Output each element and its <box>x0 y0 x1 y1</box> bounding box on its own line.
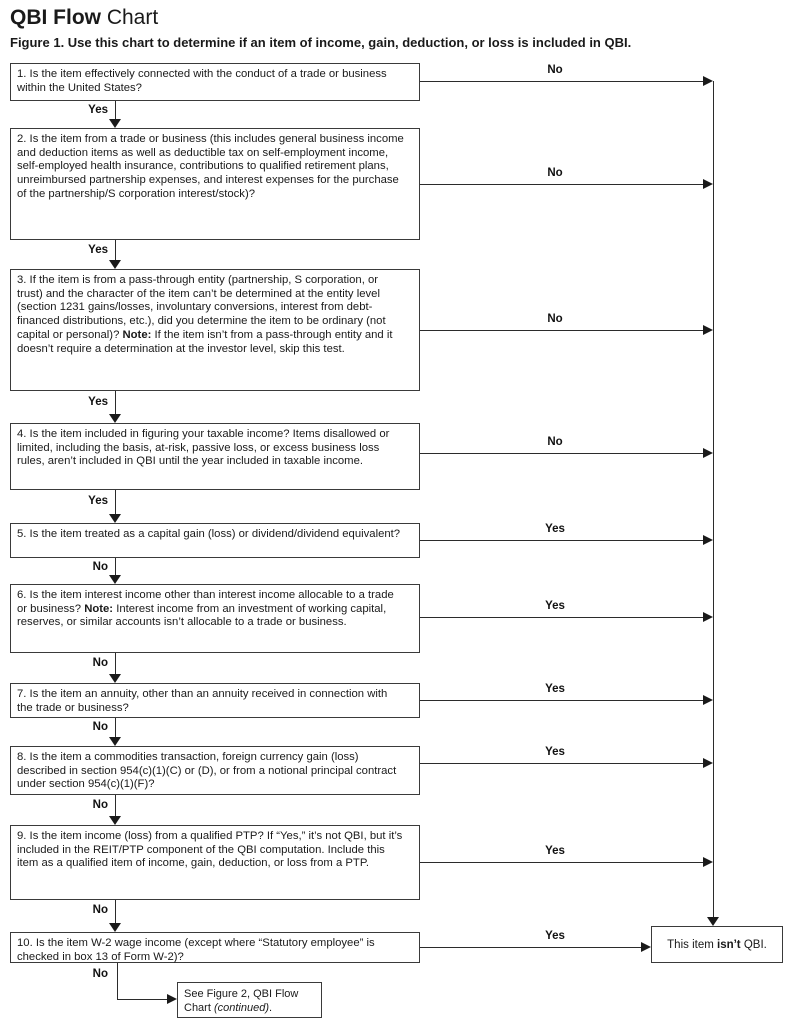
question-6-note-label: Note: <box>84 602 114 615</box>
box9-right-label: Yes <box>545 845 565 857</box>
rail-arrowhead-down-icon <box>707 917 719 926</box>
box6-right-arrowhead-icon <box>703 612 713 622</box>
box1-down-arrowhead-icon <box>109 119 121 128</box>
box8-down-arrowhead-icon <box>109 816 121 825</box>
box2-down-label: Yes <box>88 244 108 256</box>
question-box-5 <box>10 523 420 558</box>
box8-down-line <box>115 795 116 816</box>
decision-rail-line <box>713 81 714 918</box>
box10-elbow-arrowhead-icon <box>167 994 177 1004</box>
box4-right-arrow-line <box>420 453 703 454</box>
box1-right-arrowhead-icon <box>703 76 713 86</box>
figure-caption: Figure 1. Use this chart to determine if an item of income, gain, deduction, or loss is included in QBI. <box>10 35 632 50</box>
question-box-7 <box>10 683 420 718</box>
box7-right-arrow-line <box>420 700 703 701</box>
box7-down-arrowhead-icon <box>109 737 121 746</box>
question-box-9 <box>10 825 420 900</box>
question-6-text-post: Interest income from an investment of working capital, reserves, or similar accounts isn’t allocable to a trade or business. <box>17 602 387 629</box>
box4-right-label: No <box>547 436 563 448</box>
box10-down-line <box>117 963 118 1000</box>
box9-down-arrowhead-icon <box>109 923 121 932</box>
box5-down-arrowhead-icon <box>109 575 121 584</box>
box7-right-arrowhead-icon <box>703 695 713 705</box>
box7-down-line <box>115 718 116 737</box>
page-title-regular: Chart <box>101 6 159 29</box>
box9-right-arrow-line <box>420 862 703 863</box>
question-3-text: 3. If the item is from a pass-through entity (partnership, S corporation, or trust) and the character of the item can’t be determined at the entity level (section 1231 gains/losses, involuntary conversions, interest from debt-financed distributions, etc.), did you determine the item to be ordinary (not capital or personal)? <box>17 274 386 341</box>
box6-down-line <box>115 653 116 674</box>
page-title-bold: QBI Flow <box>10 6 101 29</box>
terminal-box-not-qbi <box>651 926 783 963</box>
box8-right-arrow-line <box>420 763 703 764</box>
question-7-text: 7. Is the item an annuity, other than an annuity received in connection with the trade or business? <box>17 688 388 714</box>
box2-down-line <box>115 240 116 260</box>
box7-down-label: No <box>92 721 108 733</box>
question-9-text: 9. Is the item income (loss) from a qualified PTP? If “Yes,” it’s not QBI, but it’s included in the REIT/PTP component of the QBI computation. Include this item as a qualified item of income, gain, deduction, or loss from a PTP. <box>17 830 403 870</box>
continuation-text: See Figure 2, QBI Flow Chart (continued). <box>184 988 299 1014</box>
box1-right-arrow-line <box>420 81 703 82</box>
box10-right-arrow-line <box>420 947 641 948</box>
box4-right-arrowhead-icon <box>703 448 713 458</box>
box8-down-label: No <box>92 799 108 811</box>
question-2-text: 2. Is the item from a trade or business (this includes general business income and deduction items as well as deductible tax on self-employment income, self-employed health insurance, contributions to qualified retirement plans, unreimbursed partnership expenses, and interest expenses for the purchase of the partnership/S corporation interest/stock)? <box>17 133 404 200</box>
box3-down-label: Yes <box>88 396 108 408</box>
box3-right-arrowhead-icon <box>703 325 713 335</box>
box4-down-line <box>115 490 116 514</box>
box6-right-label: Yes <box>545 600 565 612</box>
box10-right-arrowhead-icon <box>641 942 651 952</box>
box8-right-label: Yes <box>545 746 565 758</box>
question-box-2 <box>10 128 420 240</box>
box2-down-arrowhead-icon <box>109 260 121 269</box>
question-box-10 <box>10 932 420 963</box>
question-box-1 <box>10 63 420 101</box>
box10-elbow-line <box>117 999 167 1000</box>
box3-down-line <box>115 391 116 414</box>
box1-down-line <box>115 101 116 119</box>
question-8-text: 8. Is the item a commodities transaction, foreign currency gain (loss) described in section 954(c)(1)(C) or (D), or from a notional principal contract under section 954(c)(1)(F)? <box>17 751 397 791</box>
box5-right-arrow-line <box>420 540 703 541</box>
box4-down-label: Yes <box>88 495 108 507</box>
question-box-6 <box>10 584 420 653</box>
box4-down-arrowhead-icon <box>109 514 121 523</box>
box3-right-arrow-line <box>420 330 703 331</box>
question-3-note-label: Note: <box>122 328 152 341</box>
question-5-text: 5. Is the item treated as a capital gain (loss) or dividend/dividend equivalent? <box>17 528 401 540</box>
box5-right-label: Yes <box>545 523 565 535</box>
box2-right-arrowhead-icon <box>703 179 713 189</box>
question-4-text: 4. Is the item included in figuring your taxable income? Items disallowed or limited, including the basis, at-risk, passive loss, or excess business loss rules, aren’t included in QBI until the year included in taxable income. <box>17 428 390 468</box>
terminal-text: This item isn’t QBI. <box>667 938 767 951</box>
box6-down-label: No <box>92 657 108 669</box>
page-title <box>10 6 158 30</box>
box5-right-arrowhead-icon <box>703 535 713 545</box>
box10-down-label: No <box>92 968 108 980</box>
box10-right-label: Yes <box>545 930 565 942</box>
box7-right-label: Yes <box>545 683 565 695</box>
question-box-8 <box>10 746 420 795</box>
question-box-3 <box>10 269 420 391</box>
box2-right-arrow-line <box>420 184 703 185</box>
box2-right-label: No <box>547 167 563 179</box>
question-3-text-post: If the item isn’t from a pass-through entity and it doesn’t require a determination at the investor level, skip this test. <box>17 328 393 355</box>
box5-down-label: No <box>92 561 108 573</box>
box9-down-line <box>115 900 116 923</box>
box1-right-label: No <box>547 64 563 76</box>
box6-right-arrow-line <box>420 617 703 618</box>
question-6-text: 6. Is the item interest income other than interest income allocable to a trade or business? <box>17 589 394 615</box>
box3-down-arrowhead-icon <box>109 414 121 423</box>
box3-right-label: No <box>547 313 563 325</box>
box6-down-arrowhead-icon <box>109 674 121 683</box>
box9-right-arrowhead-icon <box>703 857 713 867</box>
question-10-text: 10. Is the item W-2 wage income (except where “Statutory employee” is checked in box 13 of Form W-2)? <box>17 937 375 963</box>
question-box-4 <box>10 423 420 490</box>
box1-down-label: Yes <box>88 104 108 116</box>
box9-down-label: No <box>92 904 108 916</box>
box8-right-arrowhead-icon <box>703 758 713 768</box>
box5-down-line <box>115 558 116 575</box>
continuation-box-figure2 <box>177 982 322 1018</box>
question-1-text: 1. Is the item effectively connected with the conduct of a trade or business within the United States? <box>17 68 387 94</box>
